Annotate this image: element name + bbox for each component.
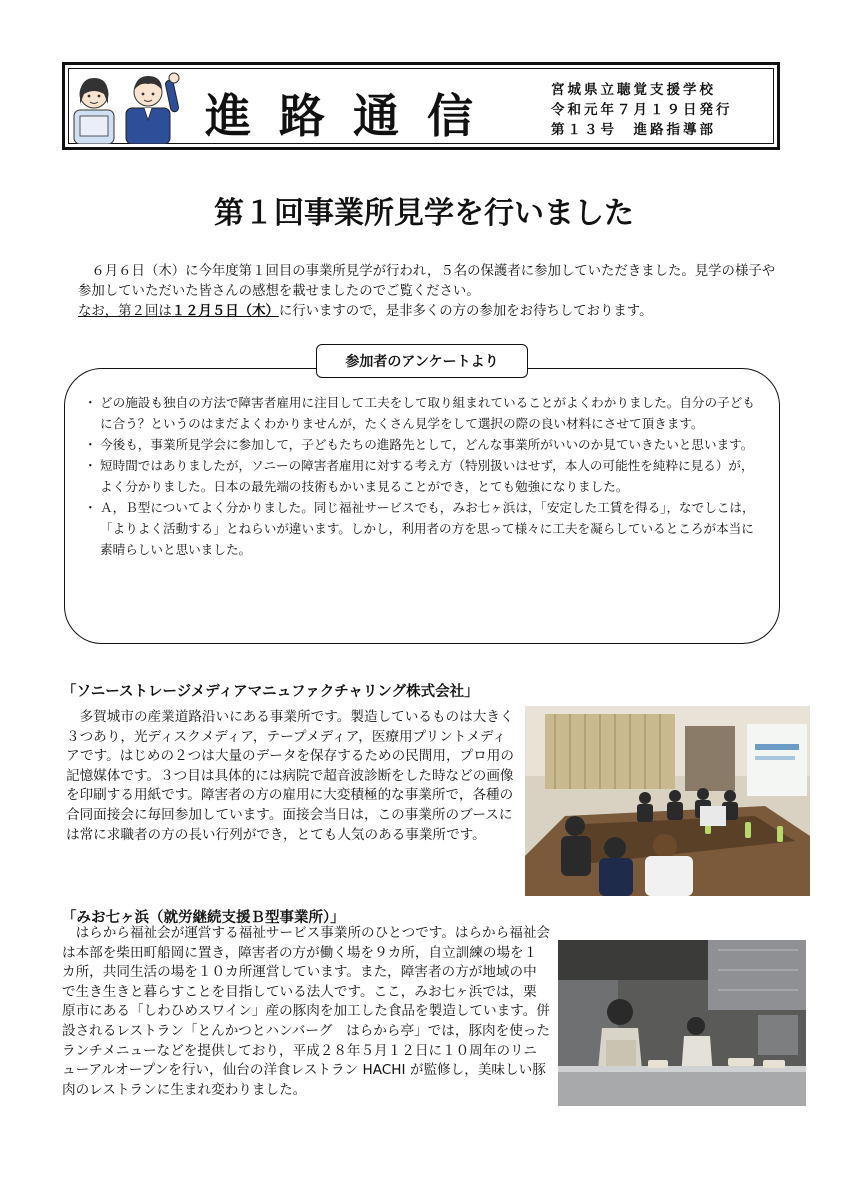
- intro-note-prefix: なお，第２回は: [78, 304, 172, 319]
- newsletter-title: 進路通信: [205, 89, 501, 143]
- kitchen-photo-icon: [558, 940, 806, 1106]
- issue-number: 第１３号 進路指導部: [551, 122, 716, 138]
- page-headline: 第１回事業所見学を行いました: [214, 196, 634, 231]
- intro-text: ６月６日（木）に今年度第１回目の事業所見学が行われ，５名の保護者に参加していただきました。見学の様子や参加していただいた皆さんの感想を載せましたのでご覧ください。: [78, 264, 776, 299]
- section2-text: はらから福祉会が運営する福祉サービス事業所のひとつです。はらから福祉会は本部を柴田町船岡に置き，障害者の方が働く場を９カ所，自立訓練の場を１カ所，共同生活の場を１０カ所運営しています。また，障害者の方が地域の中で生き生きと暮らすことを目指している法人です。ここ，みお七ヶ浜では，栗原市にある「しわひめスワイン」産の豚肉を加工した食品を製造しています。併設されるレストラン「とんかつとハンバーグ はらから亭」では，豚肉を使ったランチメニューなどを提供しており，平成２８年５月１２日に１０周年のリニューアルオープンを行い，仙台の洋食レストラン HACHI が監修し，美味しい豚肉のレストランに生まれ変わりました。: [62, 925, 551, 1098]
- intro-note-suffix: に行いますので，是非多くの方の参加をお待ちしております。: [278, 304, 653, 319]
- two-students-illustration-icon: [70, 70, 182, 144]
- survey-list: [84, 392, 764, 560]
- survey-item: ・ Ａ，Ｂ型についてよく分かりました。同じ福祉サービスでも，みお七ヶ浜は，「安定した工賃を得る」，なでしこは，「よりよく活動する」とねらいが違います。しかし，利用者の方を思って様々に工夫を凝らしているところが本当に素晴らしいと思いました。: [84, 497, 764, 560]
- section2-title: 「みお七ヶ浜（就労継続支援Ｂ型事業所）」: [62, 910, 345, 926]
- survey-item: ・ どの施設も独自の方法で障害者雇用に注目して工夫をして取り組まれていることがよくわかりました。自分の子どもに合う？というのはまだよくわかりませんが，たくさん見学をして選択の際の良い材料にさせて頂きます。: [84, 392, 764, 434]
- section1-text: 多賀城市の産業道路沿いにある事業所です。製造しているものは大きく３つあり，光ディスクメディア，テープメディア，医療用プリントメディアです。はじめの２つは大量のデータを保存するための民間用，プロ用の記憶媒体です。３つ目は具体的には病院で超音波診断をした時などの画像を印刷する用紙です。障害者の方の雇用に大変積極的な事業所で，各種の合同面接会に毎回参加しています。面接会当日は，この事業所のブースには常に求職者の方の長い行列ができ，とても人気のある事業所です。: [66, 709, 514, 843]
- section1-body: [66, 708, 516, 845]
- section2-body: [62, 924, 550, 1100]
- intro-paragraph: [78, 262, 778, 322]
- meeting-room-photo-icon: [525, 706, 810, 896]
- intro-line-2: [78, 302, 778, 322]
- issue-info: [551, 80, 763, 140]
- issue-date: 令和元年７月１９日発行: [551, 102, 733, 118]
- survey-item: ・ 短時間ではありましたが，ソニーの障害者雇用に対する考え方（特別扱いはせず，本人の可能性を純粋に見る）が，よく分かりました。日本の最先端の技術もかいま見ることができ，とても勉強になりました。: [84, 455, 764, 497]
- school-name: 宮城県立聴覚支援学校: [551, 82, 716, 98]
- intro-next-date: １２月５日（木）: [171, 304, 279, 319]
- survey-title: 参加者のアンケートより: [316, 344, 528, 378]
- survey-item: ・ 今後も，事業所見学会に参加して，子どもたちの進路先として，どんな事業所がいいのか見ていきたいと思います。: [84, 434, 764, 455]
- section1-title: 「ソニーストレージメディアマニュファクチャリング株式会社」: [62, 684, 479, 700]
- intro-line-1: [78, 262, 778, 302]
